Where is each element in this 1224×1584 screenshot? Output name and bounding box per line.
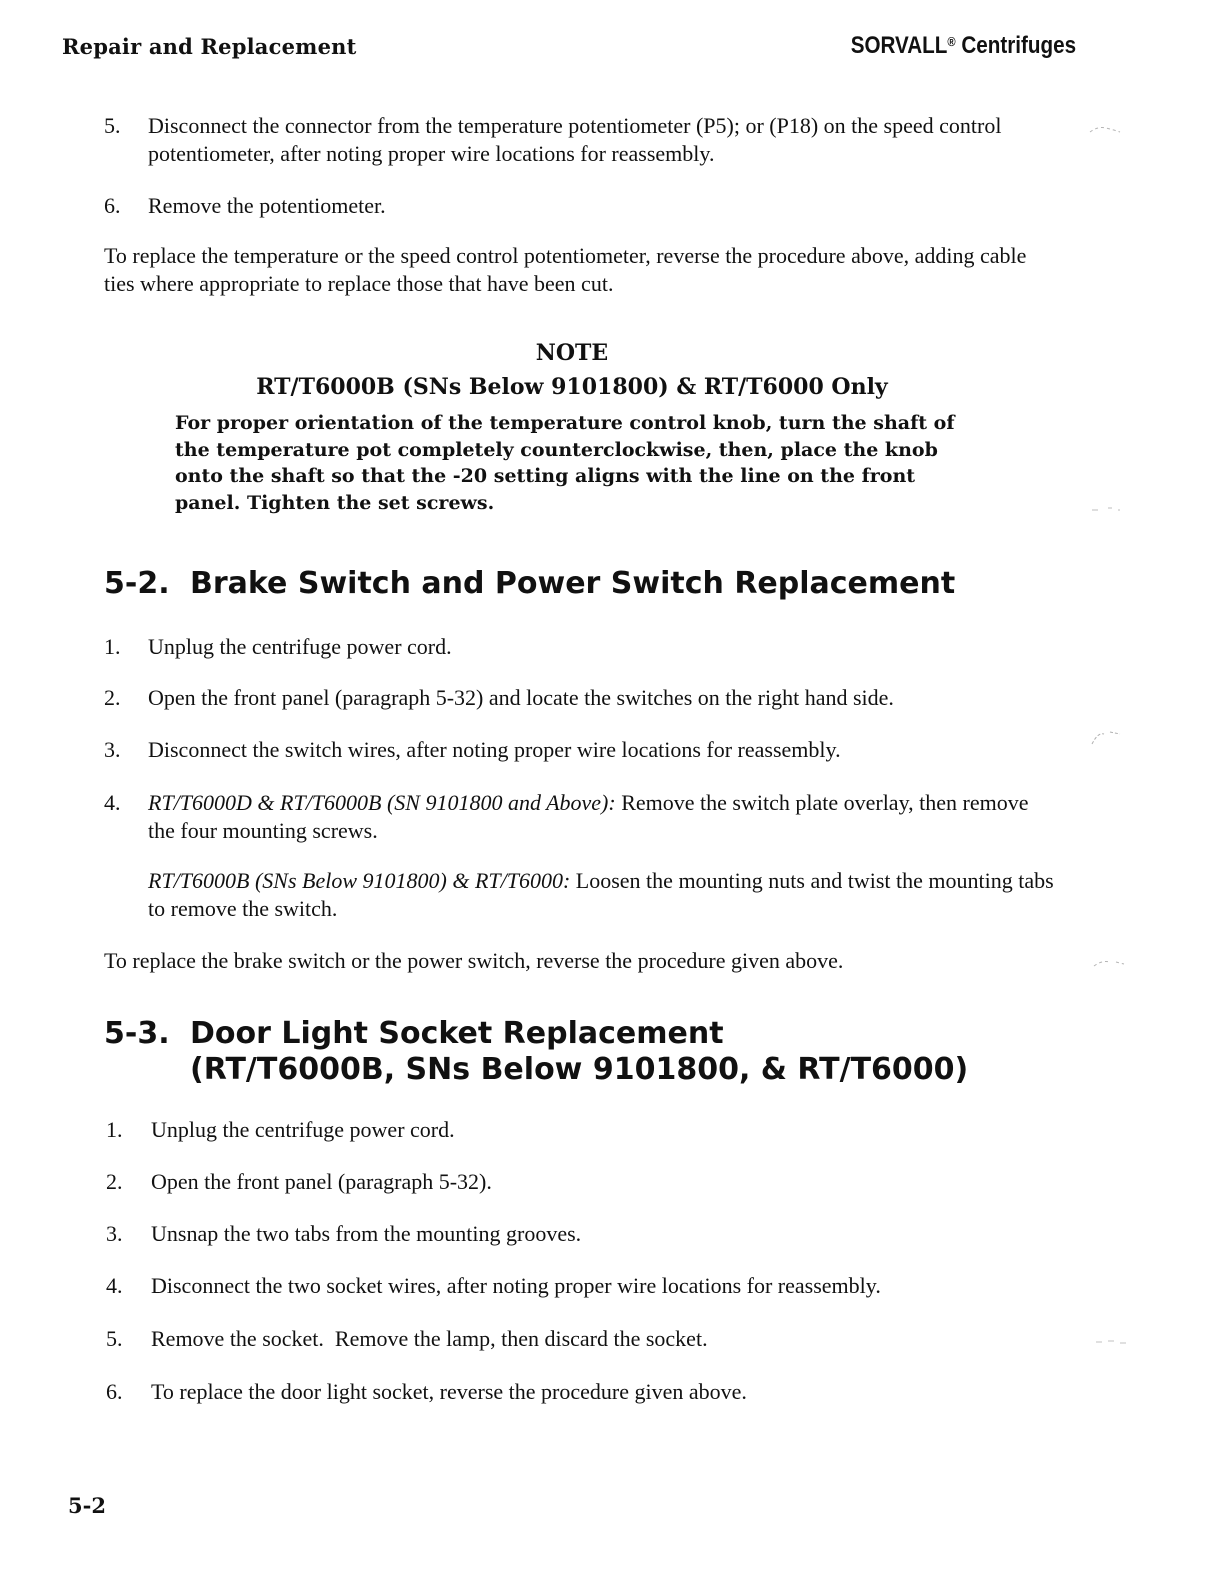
step-text: Unsnap the two tabs from the mounting grooves.: [151, 1221, 582, 1246]
paragraph: To replace the temperature or the speed control potentiometer, reverse the procedure above, adding cable ties where appropriate to replace those that have been cut.: [104, 243, 1027, 296]
step-number: 6.: [104, 193, 121, 218]
step-text: Open the front panel (paragraph 5-32).: [151, 1169, 492, 1194]
margin-scan-mark: [1092, 952, 1126, 972]
step-text: Unplug the centrifuge power cord.: [148, 634, 452, 659]
step-number: 4.: [106, 1273, 123, 1298]
page-number: 5-2: [68, 1493, 106, 1518]
section-title: Brake Switch and Power Switch Replacement: [190, 566, 956, 601]
model-qualifier: RT/T6000D & RT/T6000B (SN 9101800 and Above):: [148, 790, 616, 815]
margin-scan-mark: [1094, 1330, 1128, 1350]
note-title: NOTE: [535, 340, 609, 366]
margin-scan-mark: [1088, 500, 1122, 520]
step-instruction: Remove the switch plate overlay, then remove the four mounting screws.: [148, 790, 1029, 843]
step-number: 2.: [104, 685, 121, 710]
registered-mark: ®: [947, 34, 956, 49]
step-text: Disconnect the two socket wires, after noting proper wire locations for reassembly.: [151, 1273, 881, 1298]
step-number: 6.: [106, 1379, 123, 1404]
margin-scan-mark: [1090, 726, 1124, 748]
step-text: Remove the socket. Remove the lamp, then discard the socket.: [151, 1326, 708, 1351]
section-heading: [104, 1016, 724, 1052]
step-number: 4.: [104, 790, 121, 815]
step-number: 1.: [106, 1117, 123, 1142]
step-number: 5.: [104, 113, 121, 138]
step-text: To replace the door light socket, reverse the procedure given above.: [151, 1379, 747, 1404]
step-text: Remove the potentiometer.: [148, 193, 386, 218]
step-text: Disconnect the connector from the temperature potentiometer (P5); or (P18) on the speed control potentiometer, after noting proper wire locations for reassembly.: [148, 113, 1002, 166]
running-header-left: Repair and Replacement: [62, 34, 357, 59]
note-body: For proper orientation of the temperature control knob, turn the shaft of the temperature pot completely counterclockwise, then, place the knob onto the shaft so that the -20 setting aligns with the line on the front panel. Tighten the set screws.: [175, 412, 955, 514]
running-header-right: [851, 32, 1076, 60]
section-number: 5-2.: [104, 566, 170, 601]
step-number: 2.: [106, 1169, 123, 1194]
header-product: Centrifuges: [955, 32, 1076, 59]
section-title-continued: (RT/T6000B, SNs Below 9101800, & RT/T6000): [190, 1052, 969, 1087]
note-subtitle: RT/T6000B (SNs Below 9101800) & RT/T6000 Only: [256, 374, 888, 400]
step-text: Disconnect the switch wires, after noting proper wire locations for reassembly.: [148, 737, 841, 762]
section-heading: [104, 566, 955, 602]
step-text: [148, 789, 1058, 845]
brand-name: SORVALL: [850, 32, 948, 59]
paragraph: To replace the brake switch or the power switch, reverse the procedure given above.: [104, 948, 844, 973]
model-qualifier: RT/T6000B (SNs Below 9101800) & RT/T6000:: [148, 868, 571, 893]
section-title: Door Light Socket Replacement: [190, 1016, 724, 1051]
step-text: Open the front panel (paragraph 5-32) and locate the switches on the right hand side.: [148, 685, 894, 710]
step-text: Unplug the centrifuge power cord.: [151, 1117, 455, 1142]
step-subparagraph: [148, 867, 1058, 923]
section-number: 5-3.: [104, 1016, 170, 1051]
step-number: 1.: [104, 634, 121, 659]
step-number: 5.: [106, 1326, 123, 1351]
step-number: 3.: [106, 1221, 123, 1246]
margin-scan-mark: [1088, 118, 1122, 138]
step-instruction: Loosen the mounting nuts and twist the mounting tabs to remove the switch.: [148, 868, 1054, 921]
step-number: 3.: [104, 737, 121, 762]
